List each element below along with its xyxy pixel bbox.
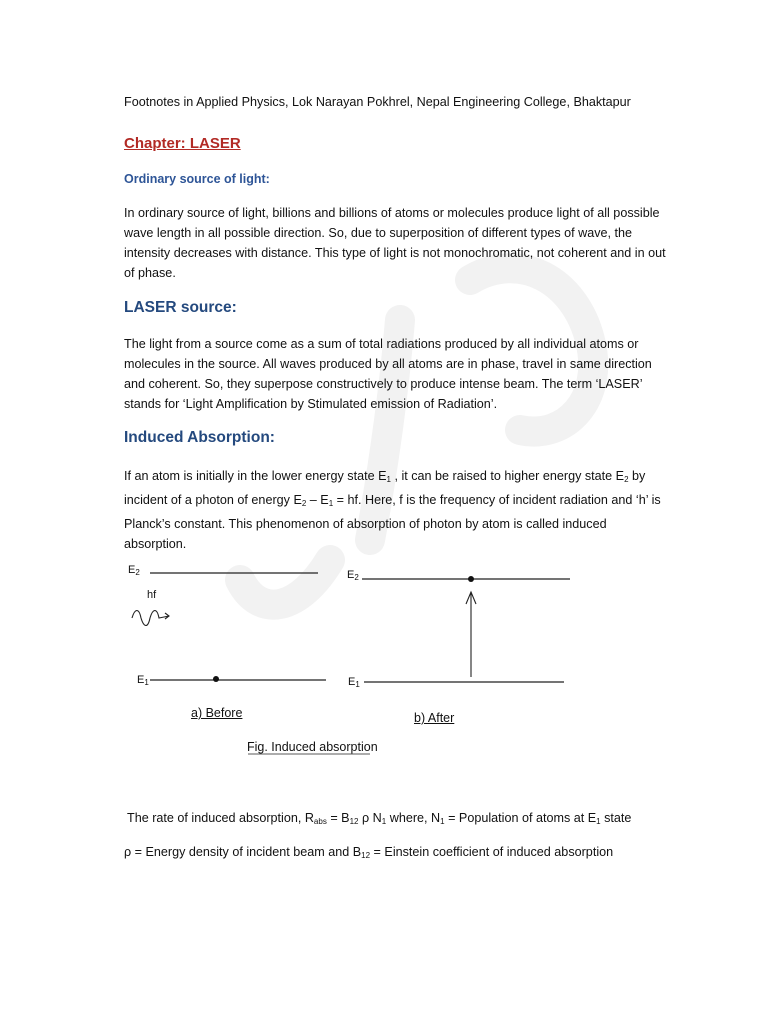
density-definition-line: ρ = Energy density of incident beam and $B_{12}$ = Einstein coefficient of induced absorption [124, 845, 614, 860]
hf-label: hf [147, 589, 157, 601]
laser-line: The light from a source come as a sum of total radiations produced by all individual atoms or [124, 337, 639, 351]
after-label: b) After [414, 711, 455, 725]
laser-line: and coherent. So, they superpose constructively to produce intense beam. The term ‘LASER’ [124, 377, 643, 391]
induced-heading: Induced Absorption: [124, 429, 275, 446]
laser-line: stands for ‘Light Amplification by Stimulated emission of Radiation’. [124, 397, 498, 411]
after-e2-label: $E_2$ [347, 569, 359, 582]
ordinary-heading: Ordinary source of light: [124, 172, 270, 186]
induced-line-2: incident of a photon of energy $E_2 - E_1$ = hf. Here, f is the frequency of incident radiation and ‘h’ is [124, 493, 661, 508]
before-atom [213, 676, 219, 682]
before-e2-label: $E_2$ [128, 564, 140, 577]
before-e1-label: $E_1$ [137, 674, 149, 687]
laser-heading: LASER source: [124, 299, 237, 316]
laser-line: molecules in the source. All waves produced by all atoms are in phase, travel in same direction [124, 357, 652, 371]
photon-wave-icon [132, 611, 169, 626]
ordinary-line: wave length in all possible direction. So, due to superposition of different types of wave, the [124, 226, 633, 240]
page-header: Footnotes in Applied Physics, Lok Narayan Pokhrel, Nepal Engineering College, Bhaktapur [124, 95, 631, 109]
ordinary-line: of phase. [124, 266, 176, 280]
ordinary-line: intensity decreases with distance. This type of light is not monochromatic, not coherent and in out [124, 246, 666, 260]
induced-line-1: If an atom is initially in the lower energy state $E_1$ , it can be raised to higher energy state $E_2$ by [124, 469, 646, 484]
figure-caption: Fig. Induced absorption [247, 740, 378, 754]
induced-line-3: Planck’s constant. This phenomenon of absorption of photon by atom is called induced [124, 517, 607, 531]
ordinary-line: In ordinary source of light, billions and billions of atoms or molecules produce light of all possible [124, 206, 660, 220]
before-label: a) Before [191, 706, 243, 720]
after-atom [468, 576, 474, 582]
rate-equation-line: The rate of induced absorption, $R_{abs} = B_{12}$ ρ $N_1$ where, $N_1$ = Population of atoms at $E_1$ state [127, 811, 632, 826]
after-e1-label: $E_1$ [348, 676, 360, 689]
induced-line-4: absorption. [124, 537, 187, 551]
chapter-title: Chapter: LASER [124, 135, 241, 152]
